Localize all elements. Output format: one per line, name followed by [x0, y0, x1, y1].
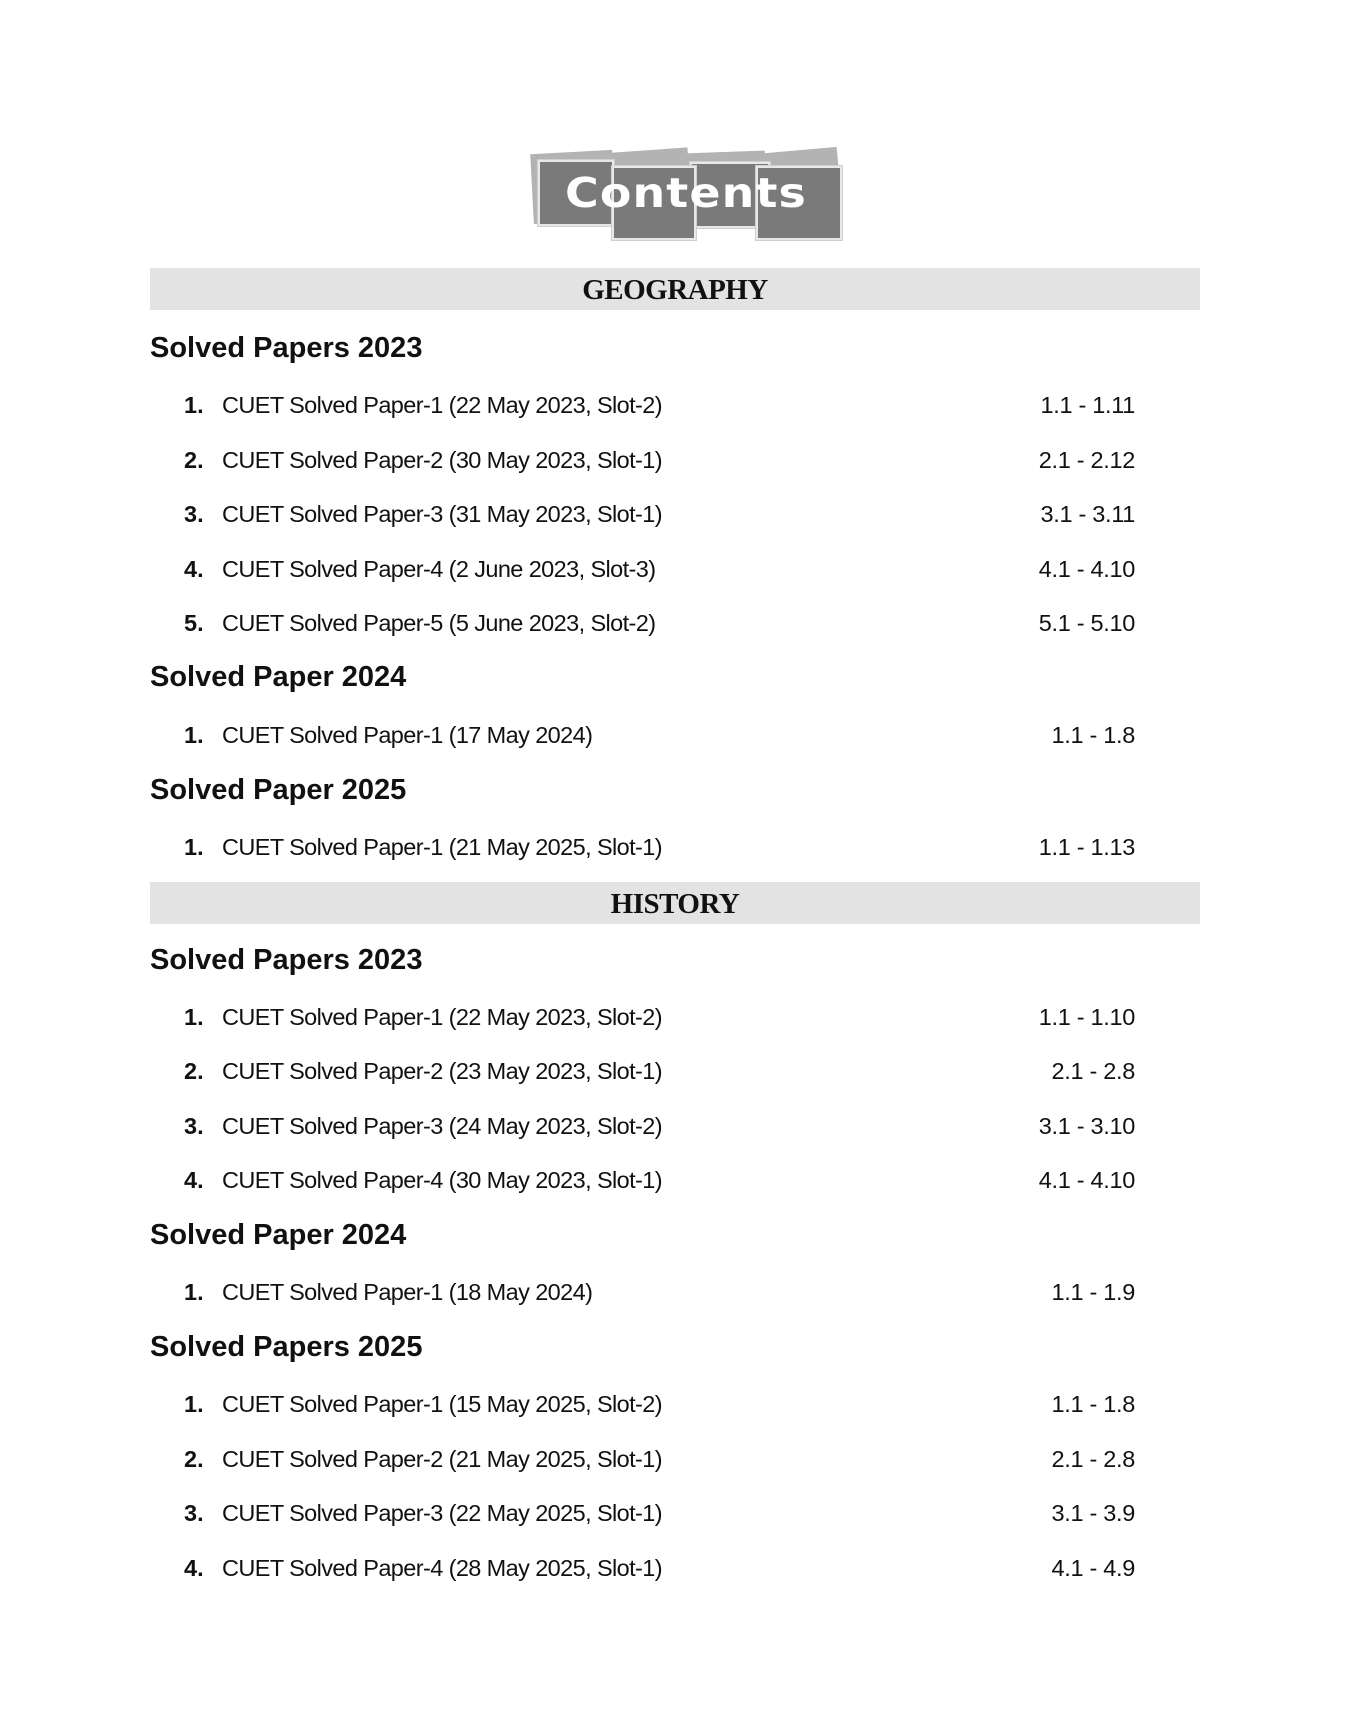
entry-pages: 1.1 - 1.9	[1051, 1279, 1135, 1305]
entry-number: 3.	[184, 501, 204, 527]
entry-number: 5.	[184, 610, 204, 636]
entry-number: 4.	[184, 1555, 204, 1581]
entry-pages: 3.1 - 3.10	[1038, 1113, 1135, 1139]
group-heading: Solved Paper 2025	[150, 774, 407, 806]
entry-pages: 1.1 - 1.11	[1040, 392, 1135, 418]
toc-entry[interactable]	[150, 720, 1135, 750]
entry-number: 4.	[184, 556, 204, 582]
group-heading: Solved Papers 2023	[150, 332, 423, 364]
entry-pages: 1.1 - 1.13	[1038, 834, 1135, 860]
entry-number: 4.	[184, 1167, 204, 1193]
group-heading: Solved Paper 2024	[150, 1219, 407, 1251]
entry-title: CUET Solved Paper-3 (31 May 2023, Slot-1)	[222, 501, 662, 527]
toc-entry[interactable]	[150, 445, 1135, 475]
entry-title: CUET Solved Paper-1 (22 May 2023, Slot-2)	[222, 392, 662, 418]
entry-pages: 4.1 - 4.9	[1051, 1555, 1135, 1581]
toc-entry[interactable]	[150, 1056, 1135, 1086]
toc-entry[interactable]	[150, 1165, 1135, 1195]
entry-title: CUET Solved Paper-1 (18 May 2024)	[222, 1279, 593, 1305]
toc-entry[interactable]	[150, 1444, 1135, 1474]
entry-title: CUET Solved Paper-2 (30 May 2023, Slot-1)	[222, 447, 662, 473]
contents-title: Contents	[565, 169, 807, 217]
contents-logo	[530, 146, 842, 244]
subject-band-history: HISTORY	[150, 882, 1200, 924]
entry-pages: 4.1 - 4.10	[1038, 1167, 1135, 1193]
entry-pages: 3.1 - 3.11	[1040, 501, 1135, 527]
entry-number: 3.	[184, 1500, 204, 1526]
toc-entry[interactable]	[150, 1553, 1135, 1583]
toc-entry[interactable]	[150, 1498, 1135, 1528]
entry-title: CUET Solved Paper-1 (17 May 2024)	[222, 722, 593, 748]
entry-number: 1.	[184, 1004, 204, 1030]
entry-pages: 1.1 - 1.8	[1051, 1391, 1135, 1417]
entry-number: 1.	[184, 392, 204, 418]
toc-entry[interactable]	[150, 390, 1135, 420]
entry-pages: 3.1 - 3.9	[1051, 1500, 1135, 1526]
group-heading: Solved Paper 2024	[150, 661, 407, 693]
toc-entry[interactable]	[150, 608, 1135, 638]
entry-title: CUET Solved Paper-1 (15 May 2025, Slot-2)	[222, 1391, 662, 1417]
entry-pages: 2.1 - 2.12	[1038, 447, 1135, 473]
entry-number: 3.	[184, 1113, 204, 1139]
entry-title: CUET Solved Paper-2 (23 May 2023, Slot-1)	[222, 1058, 662, 1084]
entry-title: CUET Solved Paper-2 (21 May 2025, Slot-1)	[222, 1446, 662, 1472]
entry-number: 1.	[184, 1391, 204, 1417]
entry-number: 2.	[184, 1058, 204, 1084]
toc-entry[interactable]	[150, 499, 1135, 529]
entry-pages: 2.1 - 2.8	[1051, 1058, 1135, 1084]
group-heading: Solved Papers 2025	[150, 1331, 423, 1363]
entry-pages: 2.1 - 2.8	[1051, 1446, 1135, 1472]
entry-number: 2.	[184, 1446, 204, 1472]
entry-title: CUET Solved Paper-3 (22 May 2025, Slot-1)	[222, 1500, 662, 1526]
entry-title: CUET Solved Paper-5 (5 June 2023, Slot-2)	[222, 610, 656, 636]
entry-title: CUET Solved Paper-4 (2 June 2023, Slot-3)	[222, 556, 656, 582]
entry-number: 1.	[184, 722, 204, 748]
toc-entry[interactable]	[150, 1002, 1135, 1032]
toc-entry[interactable]	[150, 1111, 1135, 1141]
entry-number: 2.	[184, 447, 204, 473]
entry-pages: 4.1 - 4.10	[1038, 556, 1135, 582]
entry-pages: 1.1 - 1.10	[1038, 1004, 1135, 1030]
entry-title: CUET Solved Paper-4 (28 May 2025, Slot-1)	[222, 1555, 662, 1581]
toc-entry[interactable]	[150, 1277, 1135, 1307]
toc-entry[interactable]	[150, 554, 1135, 584]
toc-entry[interactable]	[150, 832, 1135, 862]
entry-title: CUET Solved Paper-1 (22 May 2023, Slot-2)	[222, 1004, 662, 1030]
group-heading: Solved Papers 2023	[150, 944, 423, 976]
entry-title: CUET Solved Paper-3 (24 May 2023, Slot-2)	[222, 1113, 662, 1139]
entry-title: CUET Solved Paper-4 (30 May 2023, Slot-1)	[222, 1167, 662, 1193]
entry-pages: 1.1 - 1.8	[1051, 722, 1135, 748]
entry-number: 1.	[184, 834, 204, 860]
entry-pages: 5.1 - 5.10	[1038, 610, 1135, 636]
subject-band-geography: GEOGRAPHY	[150, 268, 1200, 310]
entry-title: CUET Solved Paper-1 (21 May 2025, Slot-1)	[222, 834, 662, 860]
entry-number: 1.	[184, 1279, 204, 1305]
toc-entry[interactable]	[150, 1389, 1135, 1419]
